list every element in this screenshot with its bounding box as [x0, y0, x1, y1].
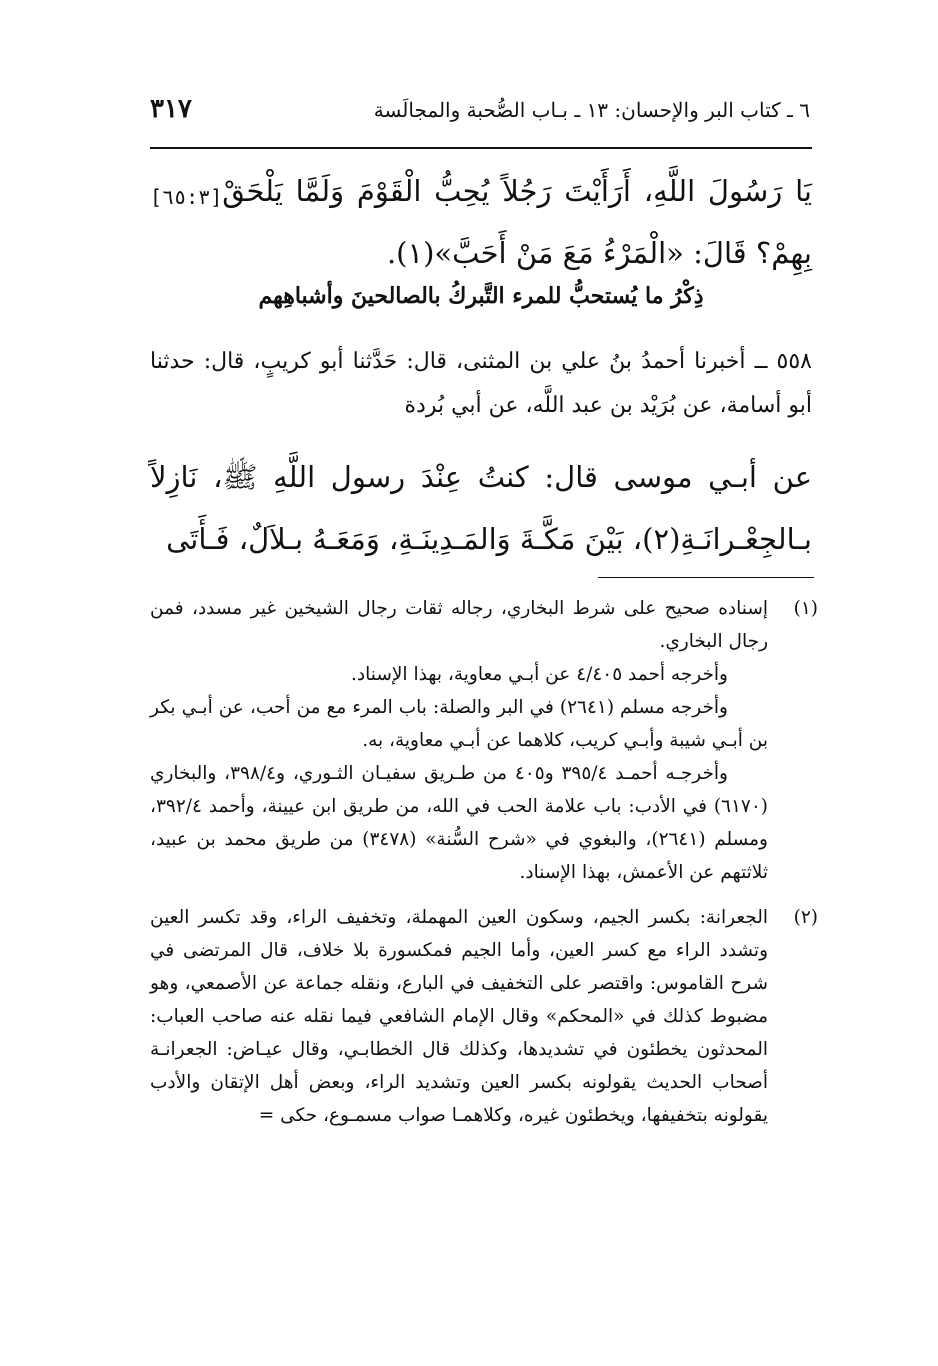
- hadith-isnad: ٥٥٨ ــ أخبرنا أحمدُ بنُ علي بن المثنى، قال: حَدَّثنا أبو كريبٍ، قال: حدثنا أبو أسامة، عن بُرَيْد بن عبد اللَّه، عن أبي بُردة: [150, 349, 812, 418]
- hadith-matn: عن أبـي موسى قال: كنتُ عِنْدَ رسول اللَّهِ ﷺ، نَازِلاً بـالجِعْـرانَـةِ(٢)، بَيْنَ مَكَّـةَ وَالمَـدِينَـةِ، وَمَعَـهُ بـلاَلٌ، فَـأَتَى: [150, 460, 812, 556]
- footnote: [150, 592, 818, 889]
- footnote-paragraph: إسناده صحيح على شرط البخاري، رجاله ثقات رجال الشيخين غير مسدد، فمن رجال البخاري.: [150, 598, 768, 652]
- footnote: [150, 901, 818, 1132]
- page-number: ٣١٧: [150, 94, 192, 124]
- footnote-paragraph: وأخرجه مسلم (٢٦٤١) في البر والصلة: باب المرء مع من أحب، عن أبـي بكر بن أبـي شيبة وأبـي كريب، كلاهما عن أبـي معاوية، به.: [150, 697, 768, 751]
- volume-reference: [٦٥:٣]: [150, 185, 223, 209]
- footnote-number: (٢): [793, 907, 818, 928]
- hadith-text-continued: [150, 160, 812, 284]
- footnote-paragraph: الجعرانة: بكسر الجيم، وسكون العين المهملة، وتخفيف الراء، وقد تكسر العين وتشدد الراء مع كسر العين، وأما الجيم فمكسورة بلا خلاف، قال المرتضى في شرح القاموس: واقتصر على التخفيف في البارع، ونقله جماعة عن الأصمعي، وهو مضبوط كذلك في «المحكم» وقال الإمام الشافعي فيما نقله عنه صاحب العباب: المحدثون يخطئون في تشديدها، وكذلك قال الخطابـي، وقال عيـاض: الجعرانـة أصحاب الحديث يقولونه بكسر العين وتشديد الراء، وبعض أهل الإتقان والأدب يقولونه بتخفيفها، ويخطئون غيره، وكلاهمـا صواب مسمـوع، حكى =: [150, 907, 769, 1126]
- hadith-text: يَا رَسُولَ اللَّهِ، أَرَأَيْتَ رَجُلاً يُحِبُّ الْقَوْمَ وَلَمَّا يَلْحَقْ بِهِمْ؟ قَالَ: «الْمَرْءُ مَعَ مَنْ أَحَبَّ»(١).: [222, 174, 812, 270]
- footnote-paragraph: وأخرجه أحمد ٤/٤٠٥ عن أبـي معاوية، بهذا الإسناد.: [351, 664, 728, 685]
- section-title: ذِكْرُ ما يُستحبُّ للمرء التَّبركُ بالصالحينَ وأشباهِهم: [258, 283, 704, 309]
- footnotes: [150, 592, 818, 1132]
- running-title: ٦ ـ كتاب البر والإحسان: ١٣ ـ بـاب الصُّحبة والمجالَسة: [373, 98, 810, 122]
- footnote-rule: [598, 577, 814, 578]
- footnote-paragraph: وأخرجـه أحمـد ٣٩٥/٤ و٤٠٥ من طـريق سفيـان الثـوري، و٣٩٨/٤، والبخاري (٦١٧٠) في الأدب: باب علامة الحب في الله، من طريق ابن عيينة، وأحمد ٣٩٢/٤، ومسلم (٢٦٤١)، والبغوي في «شرح السُّنة» (٣٤٧٨) من طريق محمد بن عبيد، ثلاثتهم عن الأعمش، بهذا الإسناد.: [150, 763, 769, 883]
- running-header: [150, 88, 810, 132]
- footnote-number: (١): [793, 598, 818, 619]
- header-rule: [150, 147, 812, 149]
